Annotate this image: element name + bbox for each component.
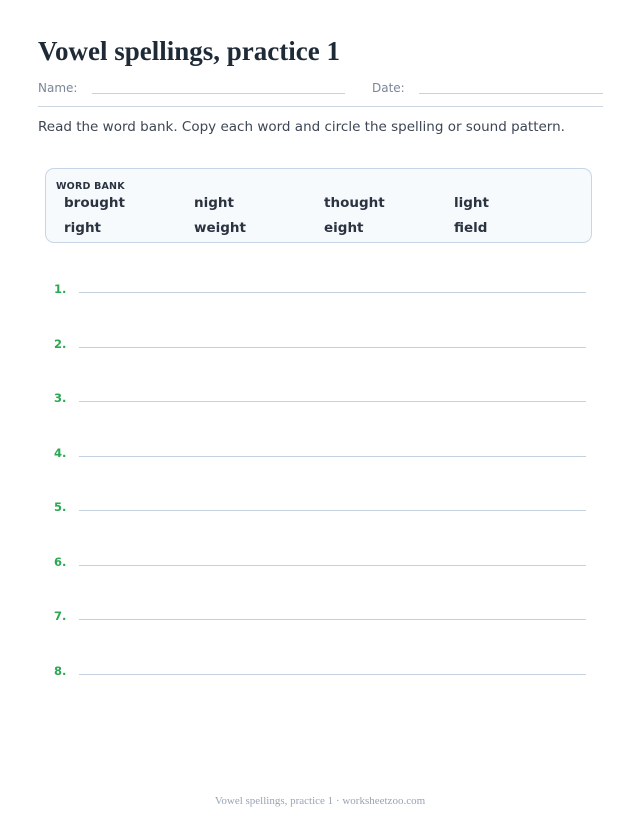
answer-row [38, 325, 586, 380]
word-bank-word: weight [194, 220, 246, 236]
answer-row [38, 270, 586, 325]
date-field-line[interactable] [419, 93, 603, 94]
name-field-line[interactable] [92, 93, 345, 94]
word-bank-word: light [454, 195, 489, 211]
page-footer: Vowel spellings, practice 1 · worksheetzoo.com [214, 795, 426, 807]
answer-number: 1. [54, 282, 67, 296]
word-bank-grid [64, 194, 584, 244]
answer-list [38, 270, 586, 706]
answer-number: 3. [54, 391, 67, 405]
header-divider [38, 106, 603, 107]
name-label: Name: [38, 81, 78, 95]
word-bank-word: night [194, 195, 234, 211]
answer-line[interactable] [79, 565, 586, 566]
word-bank-word: brought [64, 195, 125, 211]
word-bank-word: right [64, 220, 102, 236]
answer-line[interactable] [79, 510, 586, 511]
answer-number: 2. [54, 336, 67, 351]
answer-number: 4. [54, 445, 67, 460]
word-bank-word: eight [324, 220, 364, 236]
answer-line[interactable] [79, 619, 586, 620]
name-date-row [38, 80, 603, 100]
answer-row [38, 434, 586, 489]
answer-line[interactable] [79, 674, 586, 675]
word-bank-label: WORD BANK [56, 181, 125, 192]
page-title: Vowel spellings, practice 1 [38, 36, 340, 66]
answer-line[interactable] [79, 292, 586, 293]
word-bank-word: field [454, 220, 488, 236]
answer-row [38, 488, 586, 543]
answer-number: 5. [54, 500, 67, 514]
answer-line[interactable] [79, 456, 586, 457]
word-bank-word: thought [324, 195, 385, 211]
answer-line[interactable] [79, 347, 586, 348]
answer-number: 7. [54, 609, 67, 623]
answer-number: 8. [54, 663, 67, 678]
date-label: Date: [372, 81, 405, 95]
answer-line[interactable] [79, 401, 586, 402]
word-bank-box [45, 168, 592, 243]
answer-row [38, 652, 586, 707]
answer-row [38, 379, 586, 434]
answer-row [38, 543, 586, 598]
answer-row [38, 597, 586, 652]
answer-number: 6. [54, 554, 67, 569]
instructions: Read the word bank. Copy each word and circle the spelling or sound pattern. [38, 119, 565, 135]
